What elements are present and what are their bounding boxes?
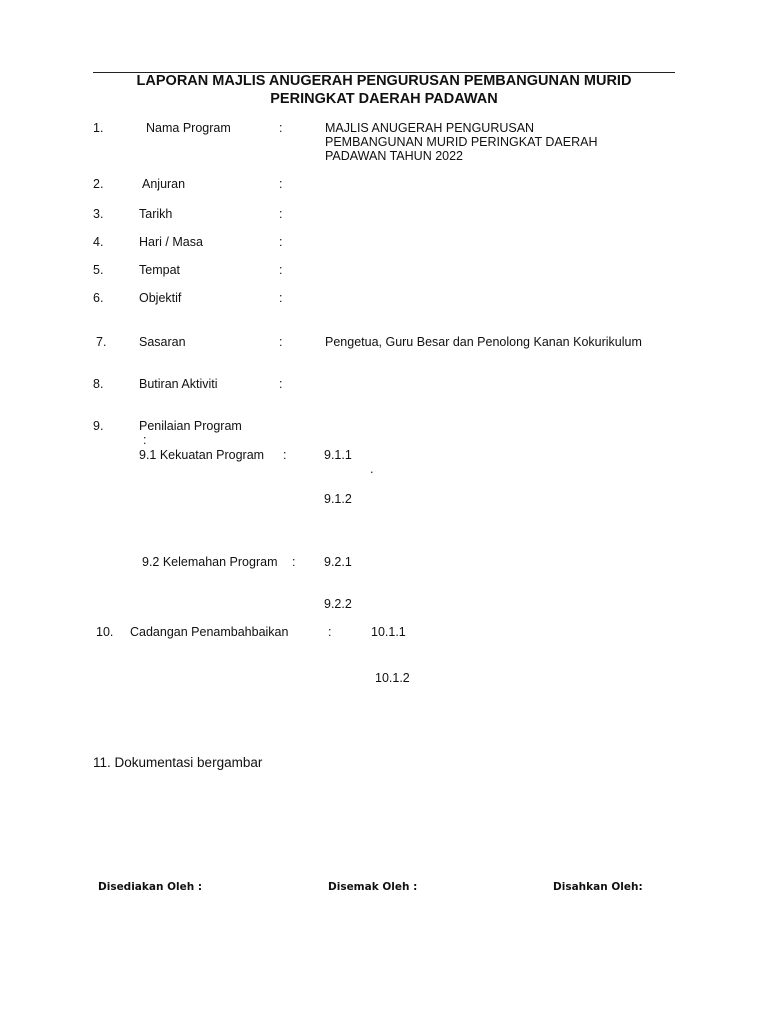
- item-1-value-line3: PADAWAN TAHUN 2022: [325, 149, 464, 163]
- item-3-label: Tarikh: [139, 207, 173, 221]
- item-3-number: 3.: [93, 207, 104, 221]
- item-9-number: 9.: [93, 419, 104, 433]
- item-9-1-colon: :: [283, 448, 287, 462]
- item-10-colon: :: [328, 625, 332, 639]
- item-7-label: Sasaran: [139, 335, 186, 349]
- item-7-colon: :: [279, 335, 283, 349]
- signature-approved-by: Disahkan Oleh:: [553, 881, 643, 893]
- item-10-1-1: 10.1.1: [371, 625, 406, 639]
- item-9-1-label: 9.1 Kekuatan Program: [139, 448, 265, 462]
- item-4-label: Hari / Masa: [139, 235, 203, 249]
- item-4-number: 4.: [93, 235, 104, 249]
- report-title-line2: PERINGKAT DAERAH PADAWAN: [270, 91, 498, 107]
- item-9-2-label: 9.2 Kelemahan Program: [142, 555, 278, 569]
- item-2-colon: :: [279, 177, 283, 191]
- item-10-1-2: 10.1.2: [375, 671, 410, 685]
- item-2-label: Anjuran: [142, 177, 186, 191]
- item-9-1-2: 9.1.2: [324, 492, 352, 506]
- item-1-colon: :: [279, 121, 283, 135]
- item-9-1-dot: .: [370, 462, 374, 476]
- item-10-number: 10.: [96, 625, 114, 639]
- item-6-number: 6.: [93, 291, 104, 305]
- item-1-value-line1: MAJLIS ANUGERAH PENGURUSAN: [325, 121, 535, 135]
- item-8-number: 8.: [93, 377, 104, 391]
- item-9-colon: :: [143, 433, 147, 447]
- item-3-colon: :: [279, 207, 283, 221]
- item-9-2-1: 9.2.1: [324, 555, 352, 569]
- item-6-colon: :: [279, 291, 283, 305]
- item-4-colon: :: [279, 235, 283, 249]
- item-1-label: Nama Program: [146, 121, 231, 135]
- item-5-number: 5.: [93, 263, 104, 277]
- report-title-line1: LAPORAN MAJLIS ANUGERAH PENGURUSAN PEMBANGUNAN MURID: [136, 73, 632, 89]
- item-1-value-line2: PEMBANGUNAN MURID PERINGKAT DAERAH: [325, 135, 598, 149]
- signature-prepared-by: Disediakan Oleh :: [98, 881, 203, 893]
- item-2-number: 2.: [93, 177, 104, 191]
- item-7-value: Pengetua, Guru Besar dan Penolong Kanan Kokurikulum: [325, 335, 642, 349]
- item-9-2-2: 9.2.2: [324, 597, 352, 611]
- item-10-label: Cadangan Penambahbaikan: [130, 625, 289, 639]
- item-9-2-colon: :: [292, 555, 296, 569]
- item-9-label: Penilaian Program: [139, 419, 242, 433]
- item-8-colon: :: [279, 377, 283, 391]
- item-9-1-1: 9.1.1: [324, 448, 352, 462]
- signature-checked-by: Disemak Oleh :: [328, 881, 418, 893]
- item-7-number: 7.: [96, 335, 107, 349]
- item-8-label: Butiran Aktiviti: [139, 377, 218, 391]
- item-5-label: Tempat: [139, 263, 180, 277]
- item-6-label: Objektif: [139, 291, 182, 305]
- item-11-label: 11. Dokumentasi bergambar: [93, 755, 263, 770]
- item-1-number: 1.: [93, 121, 104, 135]
- item-5-colon: :: [279, 263, 283, 277]
